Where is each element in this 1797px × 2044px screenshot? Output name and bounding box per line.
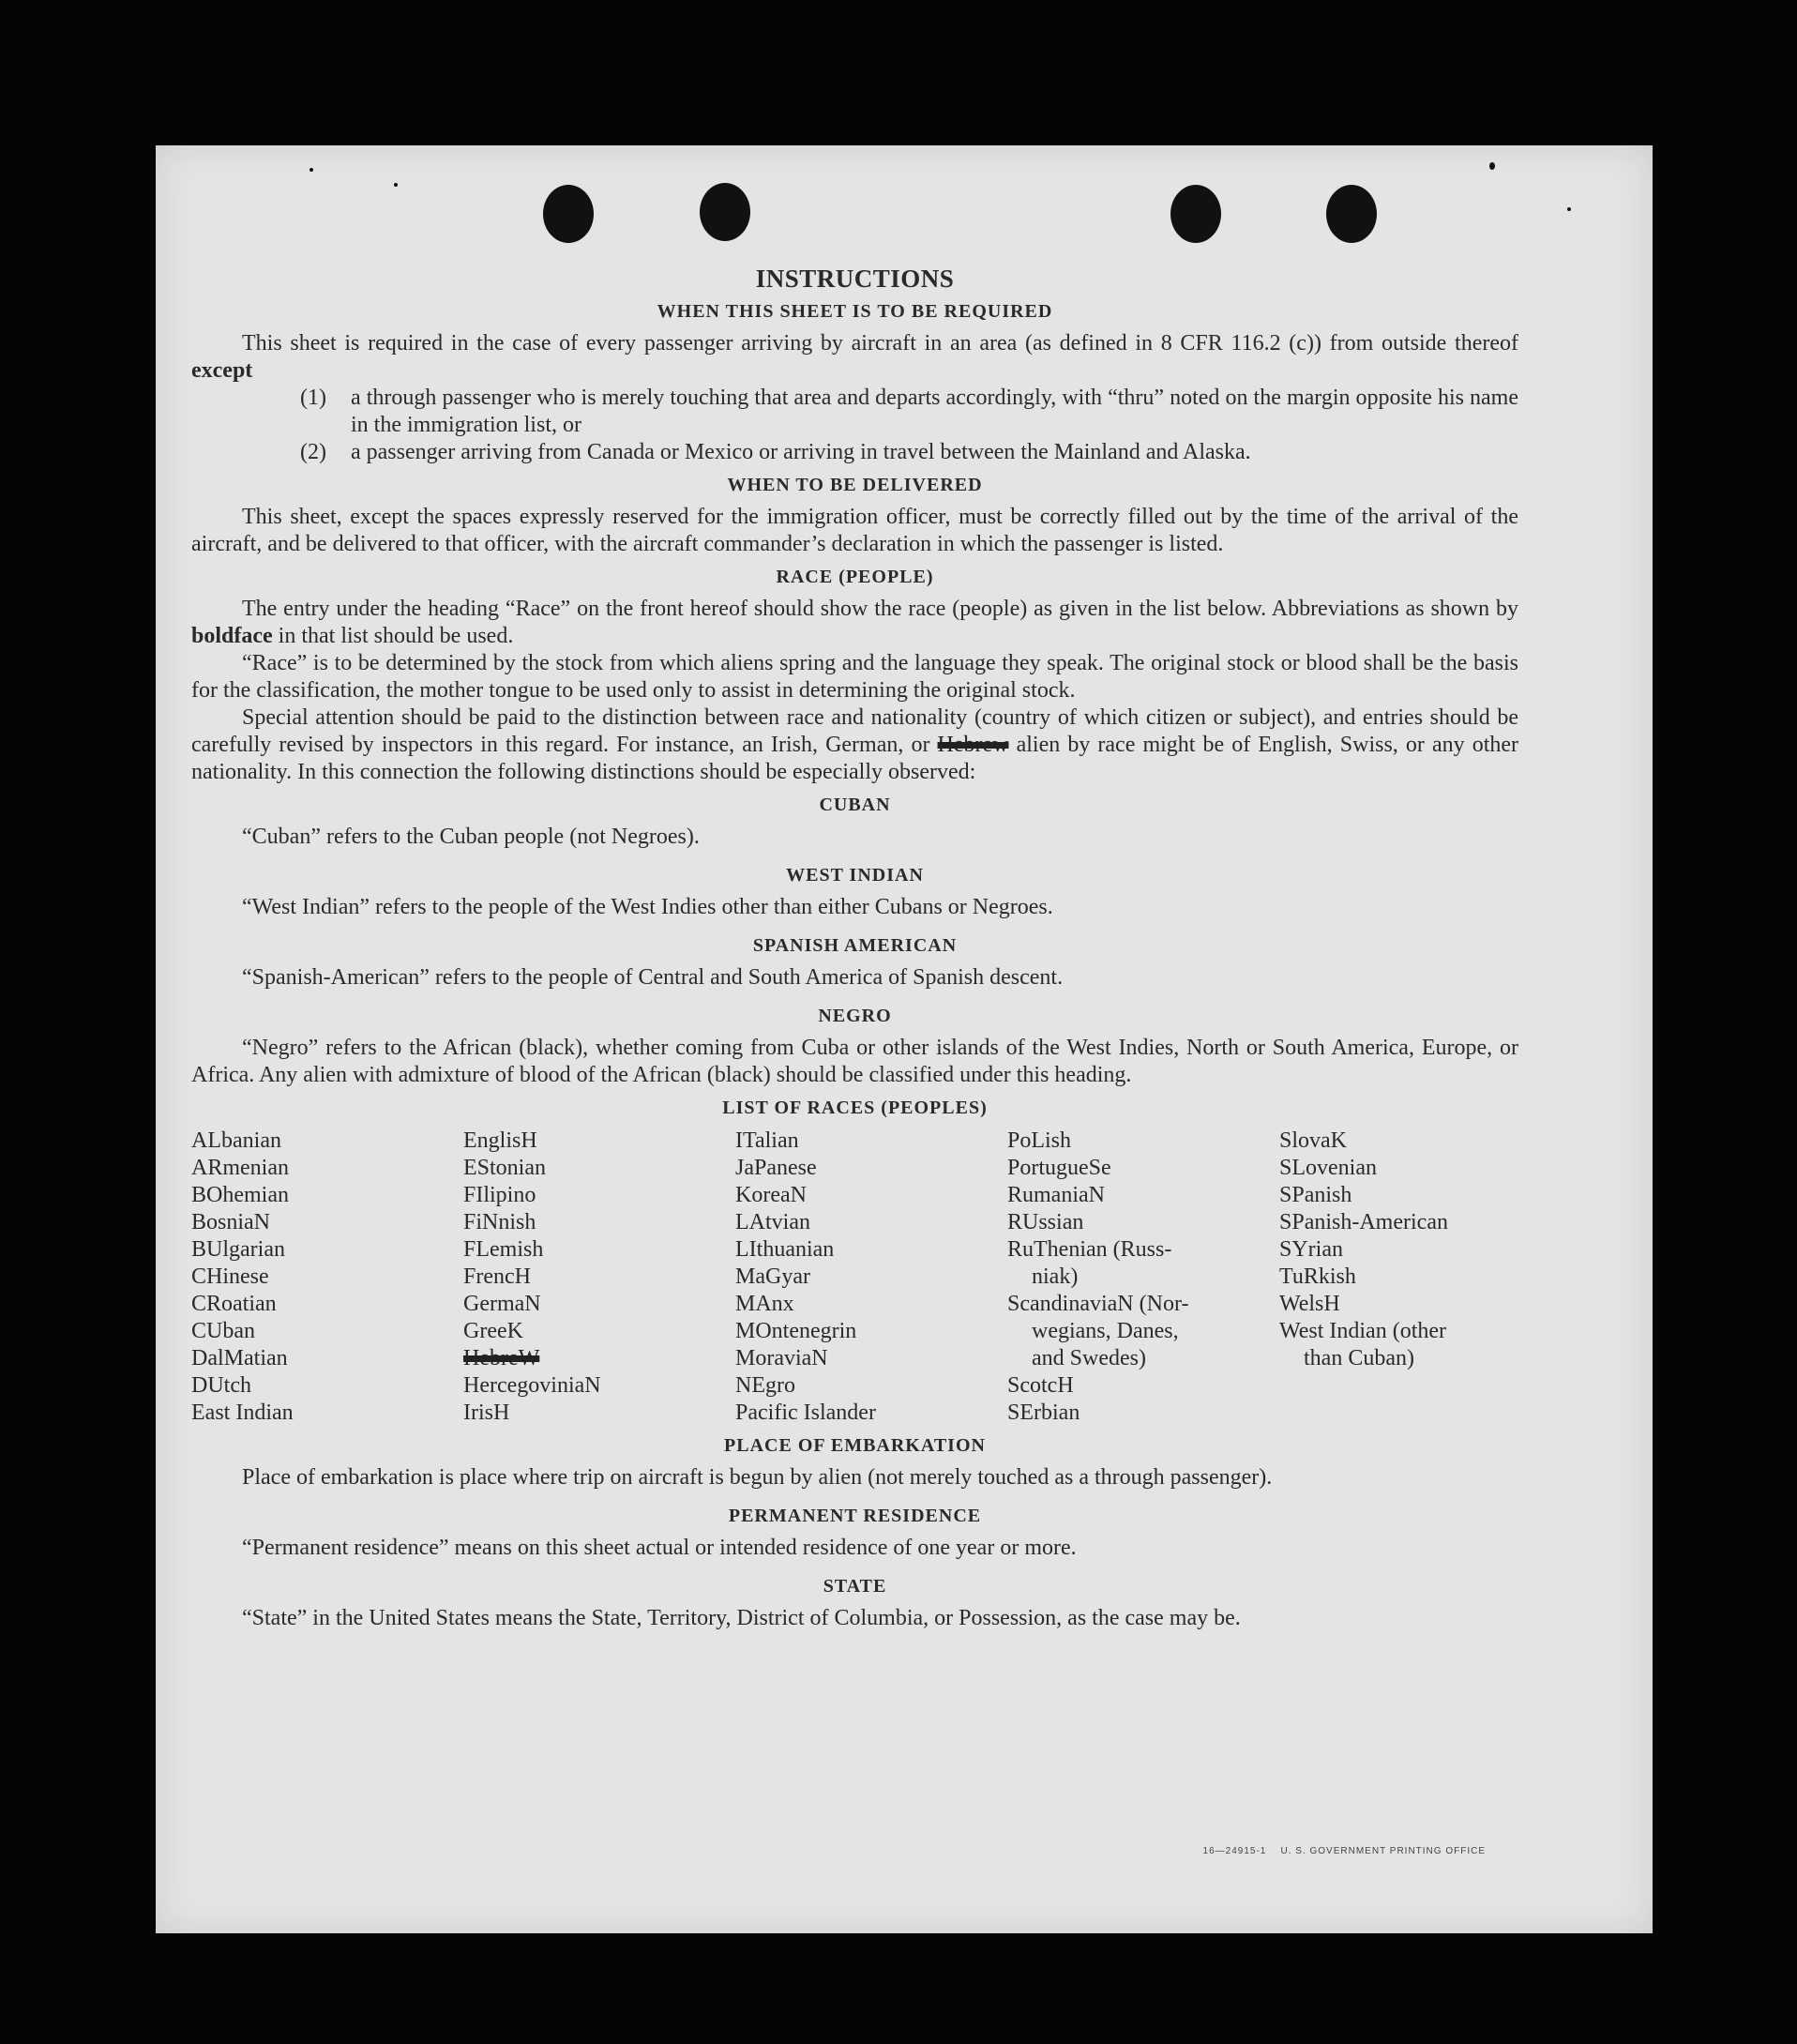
- heading-negro: NEGRO: [818, 1006, 892, 1026]
- race-entry: BOhemian: [191, 1183, 289, 1207]
- race-entry: TuRkish: [1279, 1264, 1356, 1289]
- race-entry: ALbanian: [191, 1128, 281, 1153]
- text-span: This sheet is required in the case of every passenger arriving by aircraft in an area (as defined in 8 CFR 116.2 (c)) from outside thereof: [242, 331, 1518, 356]
- race-entry: PoLish: [1007, 1128, 1072, 1153]
- race-entry: SLovenian: [1279, 1156, 1377, 1180]
- punch-hole: [1326, 185, 1377, 243]
- heading-cuban: CUBAN: [819, 795, 891, 815]
- race-entry: ARmenian: [191, 1156, 289, 1180]
- punch-hole: [543, 185, 594, 243]
- races-column: [735, 1128, 1007, 1427]
- paragraph-race-2: “Race” is to be determined by the stock from which aliens spring and the language they speak. The original stock or blood shall be the basis for the classification, the mother tongue to be used only to assist in determining the original stock.: [191, 651, 1518, 703]
- races-column: [1279, 1128, 1551, 1427]
- race-entry: SPanish: [1279, 1183, 1352, 1207]
- race-entry: FIlipino: [463, 1183, 536, 1207]
- race-entry: CRoatian: [191, 1292, 277, 1316]
- race-entry: HebreW: [463, 1346, 540, 1370]
- race-entry: BosniaN: [191, 1210, 270, 1234]
- race-entry: WelsH: [1279, 1292, 1340, 1316]
- race-entry: SErbian: [1007, 1401, 1080, 1425]
- text-span: The entry under the heading “Race” on the front hereof should show the race (people) as given in the list below. Abbreviations as shown by: [242, 597, 1518, 621]
- struck-text: Hebrew: [937, 733, 1009, 757]
- form-code: [1203, 1846, 1486, 1856]
- race-entry: MaGyar: [735, 1264, 810, 1289]
- race-entry: EStonian: [463, 1156, 546, 1180]
- punch-hole: [1170, 185, 1221, 243]
- heading-when-delivered: WHEN TO BE DELIVERED: [727, 475, 983, 495]
- paragraph-embarkation: Place of embarkation is place where trip on aircraft is begun by alien (not merely touched as a through passenger).: [242, 1465, 1273, 1490]
- race-entry: RumaniaN: [1007, 1183, 1105, 1207]
- race-entry: KoreaN: [735, 1183, 807, 1207]
- race-entry: FLemish: [463, 1237, 544, 1262]
- races-list: [191, 1128, 1518, 1427]
- heading-race: RACE (PEOPLE): [776, 567, 934, 587]
- paragraph-when-delivered: This sheet, except the spaces expressly reserved for the immigration officer, must be correctly filled out by the time of the arrival of the aircraft, and be delivered to that officer, with the aircraft commander’s declaration in which the passenger is listed.: [191, 505, 1518, 556]
- paragraph-race-3: [191, 704, 1518, 786]
- heading-west-indian: WEST INDIAN: [786, 865, 924, 886]
- race-entry: GermaN: [463, 1292, 541, 1316]
- heading-list-of-races: LIST OF RACES (PEOPLES): [722, 1098, 988, 1118]
- race-entry: and Swedes): [1032, 1346, 1146, 1370]
- speck: [310, 168, 313, 172]
- race-entry: LAtvian: [735, 1210, 810, 1234]
- race-entry: wegians, Danes,: [1032, 1319, 1179, 1343]
- punch-hole: [700, 183, 750, 241]
- race-entry: MoraviaN: [735, 1346, 828, 1370]
- race-entry: Pacific Islander: [735, 1401, 876, 1425]
- page-title: INSTRUCTIONS: [755, 265, 955, 293]
- paragraph-negro: “Negro” refers to the African (black), whether coming from Cuba or other islands of the West Indies, North or South America, Europe, or Africa. Any alien with admixture of blood of the African (black) should be classified under this heading.: [191, 1036, 1518, 1087]
- item-number: (1): [300, 386, 326, 410]
- races-column: [1007, 1128, 1279, 1427]
- item-text: a passenger arriving from Canada or Mexico or arriving in travel between the Mainland and Alaska.: [351, 440, 1251, 464]
- heading-residence: PERMANENT RESIDENCE: [728, 1506, 982, 1526]
- race-entry: SPanish-American: [1279, 1210, 1448, 1234]
- document-sheet: [156, 145, 1653, 1933]
- race-entry: GreeK: [463, 1319, 523, 1343]
- paragraph-race-1: [191, 596, 1518, 650]
- bold-text: except: [191, 358, 253, 383]
- text-span: in that list should be used.: [272, 624, 514, 648]
- race-entry: FiNnish: [463, 1210, 536, 1234]
- text-span: Special attention should be paid to the distinction between race and nationality (country of which citizen or subject), and entries should be carefully revised by inspectors in this regard. For instance, an Irish, German, or: [191, 705, 1518, 757]
- paragraph-state: “State” in the United States means the State, Territory, District of Columbia, or Possession, as the case may be.: [242, 1606, 1241, 1630]
- form-number: 16—24915-1: [1202, 1846, 1267, 1856]
- race-entry: EnglisH: [463, 1128, 537, 1153]
- heading-embarkation: PLACE OF EMBARKATION: [724, 1435, 986, 1456]
- paragraph-when-required: [191, 330, 1518, 385]
- race-entry: DalMatian: [191, 1346, 288, 1370]
- race-entry: SlovaK: [1279, 1128, 1347, 1153]
- paragraph-spanish-american: “Spanish-American” refers to the people of Central and South America of Spanish descent.: [242, 965, 1064, 990]
- race-entry: RuThenian (Russ-: [1007, 1237, 1172, 1262]
- item-number: (2): [300, 440, 326, 464]
- printer-name: U. S. GOVERNMENT PRINTING OFFICE: [1280, 1846, 1486, 1856]
- race-entry: CHinese: [191, 1264, 269, 1289]
- paragraph-residence: “Permanent residence” means on this sheet actual or intended residence of one year or more.: [242, 1536, 1077, 1560]
- paragraph-west-indian: “West Indian” refers to the people of the West Indies other than either Cubans or Negroes.: [242, 895, 1053, 919]
- race-entry: RUssian: [1007, 1210, 1084, 1234]
- race-entry: ITalian: [735, 1128, 799, 1153]
- races-column: [191, 1128, 463, 1427]
- race-entry: DUtch: [191, 1373, 251, 1398]
- bold-text: boldface: [191, 624, 273, 648]
- race-entry: West Indian (other: [1279, 1319, 1447, 1343]
- race-entry: niak): [1032, 1264, 1079, 1289]
- race-entry: CUban: [191, 1319, 255, 1343]
- item-text: a through passenger who is merely touching that area and departs accordingly, with “thru” noted on the margin opposite his name in the immigration list, or: [351, 386, 1518, 437]
- speck: [394, 183, 398, 187]
- speck: [1567, 207, 1571, 211]
- paragraph-cuban: “Cuban” refers to the Cuban people (not Negroes).: [242, 825, 700, 849]
- race-entry: BUlgarian: [191, 1237, 285, 1262]
- race-entry: HercegoviniaN: [463, 1373, 601, 1398]
- race-entry: ScandinaviaN (Nor-: [1007, 1292, 1189, 1316]
- race-entry: than Cuban): [1304, 1346, 1414, 1370]
- race-entry: ScotcH: [1007, 1373, 1074, 1398]
- race-entry: MOntenegrin: [735, 1319, 857, 1343]
- race-entry: NEgro: [735, 1373, 795, 1398]
- race-entry: SYrian: [1279, 1237, 1343, 1262]
- heading-spanish-american: SPANISH AMERICAN: [752, 935, 958, 956]
- race-entry: MAnx: [735, 1292, 794, 1316]
- race-entry: IrisH: [463, 1401, 510, 1425]
- race-entry: LIthuanian: [735, 1237, 835, 1262]
- exception-item-1: [191, 385, 1518, 439]
- races-column: [463, 1128, 735, 1427]
- race-entry: PortugueSe: [1007, 1156, 1111, 1180]
- heading-state: STATE: [823, 1576, 887, 1597]
- race-entry: JaPanese: [735, 1156, 817, 1180]
- exception-item-2: [191, 439, 1518, 466]
- race-entry: FrencH: [463, 1264, 531, 1289]
- race-entry: East Indian: [191, 1401, 294, 1425]
- instructions-content: [191, 265, 1518, 1632]
- speck: [1489, 162, 1495, 170]
- text-span: alien by race might be of English, Swiss, or any other nationality. In this connection the following distinctions should be especially observed:: [191, 733, 1519, 784]
- heading-when-required: WHEN THIS SHEET IS TO BE REQUIRED: [657, 301, 1053, 322]
